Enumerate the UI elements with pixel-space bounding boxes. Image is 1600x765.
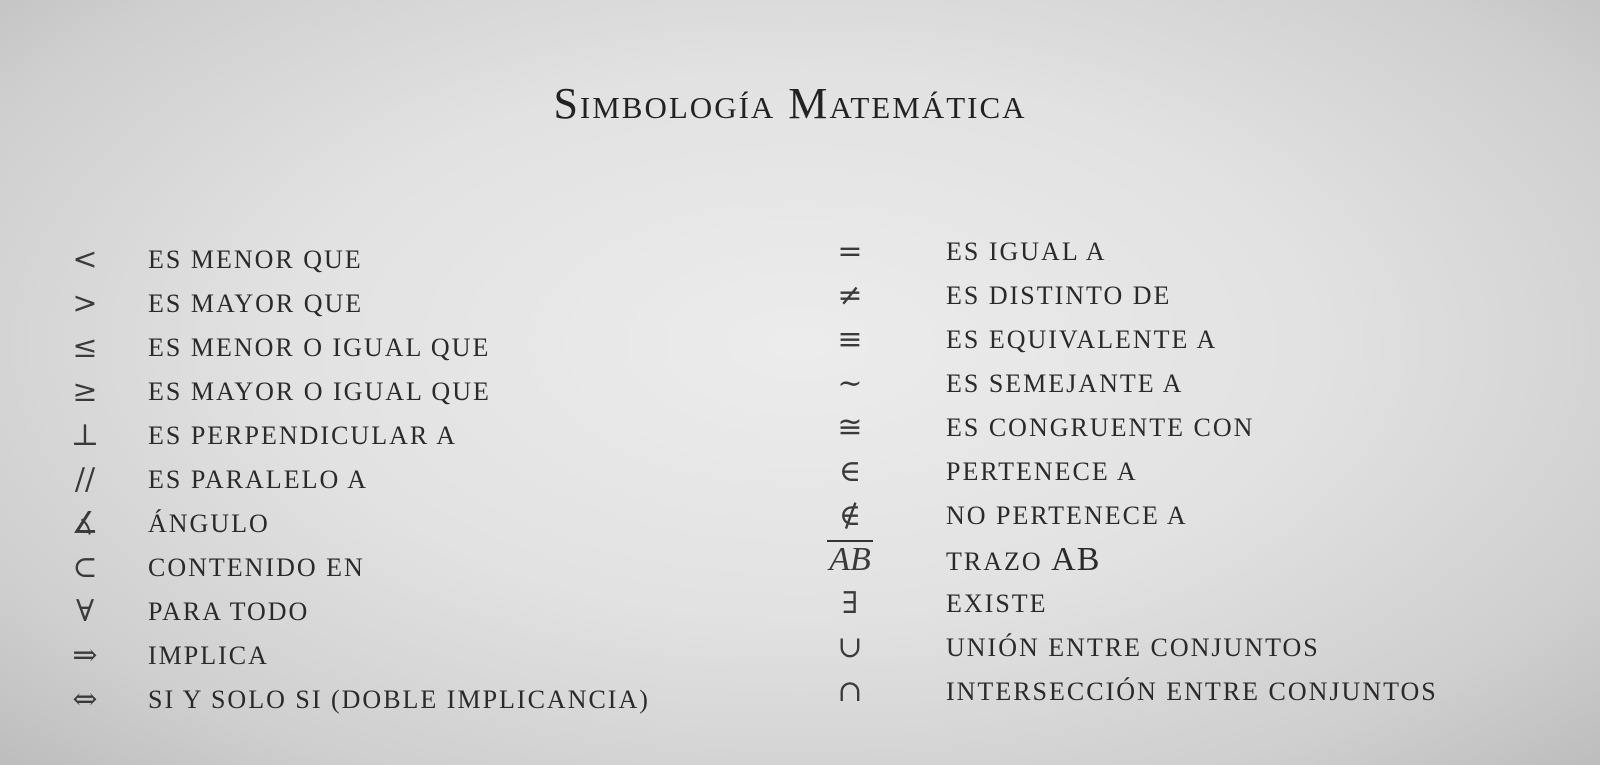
parallel-symbol: // — [74, 462, 96, 497]
left-symbol-list — [0, 238, 790, 722]
angle-symbol: ∡ — [71, 506, 99, 541]
list-item — [0, 502, 790, 546]
symbol-description: CONTENIDO EN — [148, 553, 365, 582]
list-item — [0, 678, 790, 722]
symbol-description: ES EQUIVALENTE A — [946, 325, 1218, 354]
symbol-description: ES CONGRUENTE CON — [946, 413, 1255, 442]
symbol-description: ES MENOR O IGUAL QUE — [148, 333, 491, 362]
for-all-symbol: ∀ — [75, 594, 95, 629]
list-item — [0, 326, 790, 370]
symbol-description: ES DISTINTO DE — [946, 281, 1172, 310]
list-item — [810, 626, 1600, 670]
similar-symbol: ∼ — [837, 366, 863, 401]
segment-description-suffix: AB — [1051, 541, 1101, 578]
implies-symbol: ⇒ — [72, 638, 98, 673]
symbol-description: ES IGUAL A — [946, 237, 1107, 266]
intersection-symbol: ∩ — [837, 674, 863, 709]
list-item — [0, 634, 790, 678]
symbol-description: NO PERTENECE A — [946, 501, 1188, 530]
symbol-description: ES MAYOR QUE — [148, 289, 364, 318]
list-item — [0, 590, 790, 634]
list-item — [810, 494, 1600, 538]
greater-than-symbol: > — [72, 286, 98, 321]
list-item — [0, 458, 790, 502]
symbol-description: INTERSECCIÓN ENTRE CONJUNTOS — [946, 677, 1438, 706]
list-item — [810, 362, 1600, 406]
union-symbol: ∪ — [837, 630, 863, 665]
less-than-symbol: < — [72, 242, 98, 277]
symbol-description: PARA TODO — [148, 597, 310, 626]
symbol-description: ES SEMEJANTE A — [946, 369, 1184, 398]
right-symbol-list — [810, 230, 1600, 714]
equals-symbol: = — [837, 234, 863, 269]
not-element-of-symbol: ∉ — [838, 498, 862, 533]
list-item — [0, 282, 790, 326]
iff-symbol: ⇔ — [72, 682, 98, 717]
symbol-description: UNIÓN ENTRE CONJUNTOS — [946, 633, 1320, 662]
segment-ab-label: AB — [829, 541, 871, 578]
not-equal-symbol: ≠ — [837, 278, 863, 313]
symbol-description: ES PARALELO A — [148, 465, 369, 494]
element-of-symbol: ∈ — [838, 454, 862, 489]
subset-symbol: ⊂ — [72, 550, 98, 585]
symbol-description: ÁNGULO — [148, 509, 270, 538]
list-item — [810, 274, 1600, 318]
symbol-description: PERTENECE A — [946, 457, 1138, 486]
less-or-equal-symbol: ≤ — [72, 330, 98, 365]
greater-or-equal-symbol: ≥ — [72, 374, 98, 409]
symbol-description — [946, 538, 1100, 584]
symbol-description: ES MENOR QUE — [148, 245, 363, 274]
list-item — [0, 414, 790, 458]
symbol-description: EXISTE — [946, 589, 1048, 618]
list-item — [0, 238, 790, 282]
symbol-description: IMPLICA — [148, 641, 269, 670]
list-item — [810, 582, 1600, 626]
segment-description-label: TRAZO — [946, 547, 1043, 576]
symbol-description: ES PERPENDICULAR A — [148, 421, 458, 450]
list-item — [810, 538, 1600, 582]
congruent-symbol: ≅ — [837, 410, 863, 445]
exists-symbol: ∃ — [841, 586, 859, 621]
symbol-description: SI Y SOLO SI (DOBLE IMPLICANCIA) — [148, 685, 650, 714]
perpendicular-symbol: ⊥ — [70, 418, 100, 453]
list-item — [810, 450, 1600, 494]
symbol-description: ES MAYOR O IGUAL QUE — [148, 377, 491, 406]
segment-ab-symbol — [815, 538, 885, 582]
list-item — [810, 318, 1600, 362]
page-title: Simbología Matemática — [553, 79, 1027, 128]
list-item — [810, 670, 1600, 714]
list-item — [0, 370, 790, 414]
list-item — [810, 406, 1600, 450]
list-item — [810, 230, 1600, 274]
equivalent-symbol: ≡ — [837, 322, 863, 357]
list-item — [0, 546, 790, 590]
